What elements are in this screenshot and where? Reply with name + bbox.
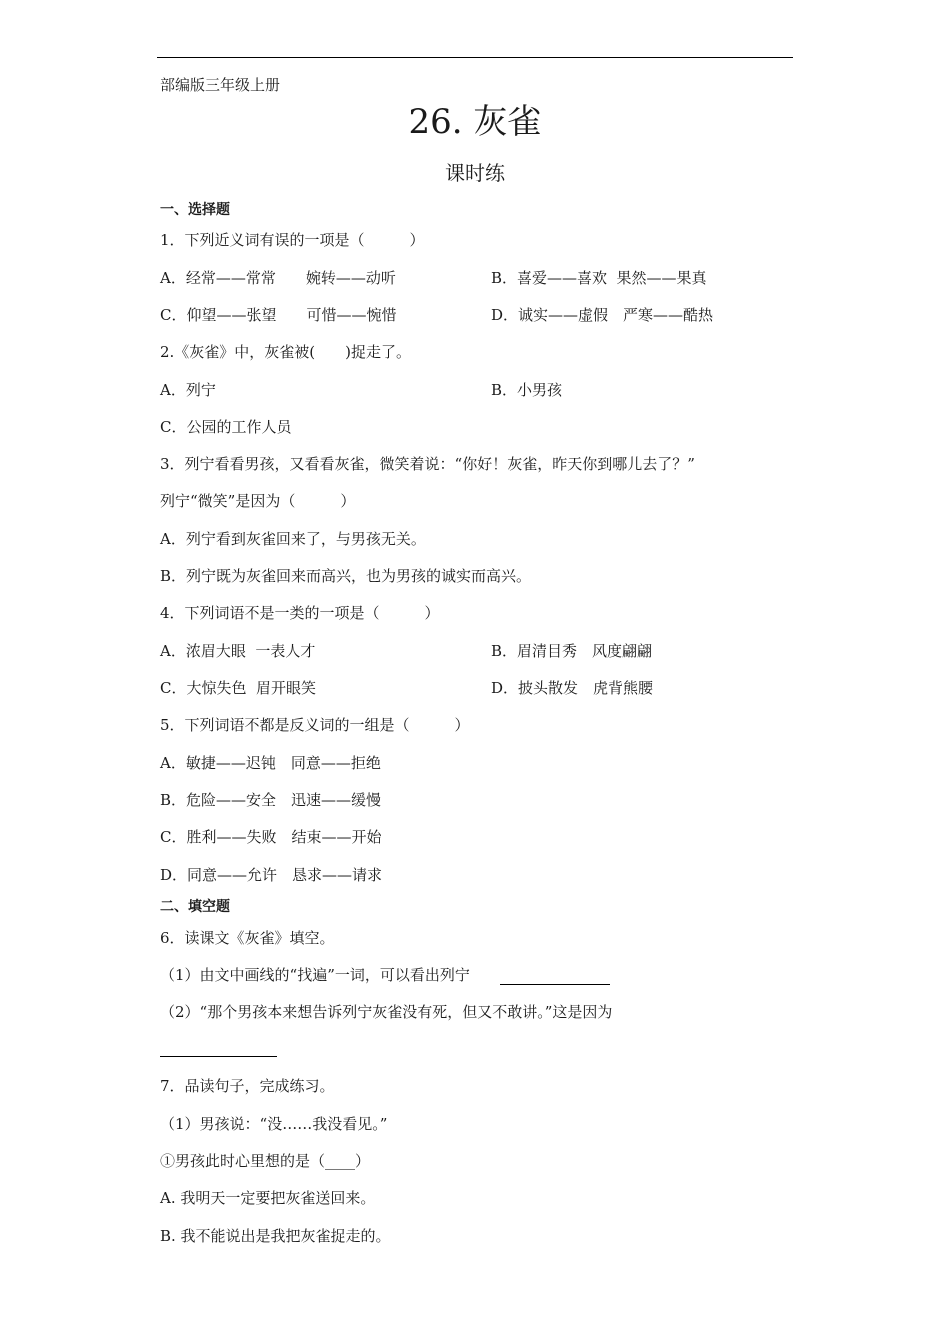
q1-option-c: C．仰望——张望 可惜——惋惜 xyxy=(160,306,397,324)
q7-sub1: ①男孩此时心里想的是（____） xyxy=(160,1152,371,1170)
q2-option-c: C．公园的工作人员 xyxy=(160,418,292,436)
q5-option-a: A．敏捷——迟钝 同意——拒绝 xyxy=(160,754,381,772)
q7-part1: （1）男孩说：“没……我没看见。” xyxy=(160,1115,388,1133)
q4-option-d: D．披头散发 虎背熊腰 xyxy=(491,679,654,697)
grade-label: 部编版三年级上册 xyxy=(160,76,281,94)
q6-part2: （2）“那个男孩本来想告诉列宁灰雀没有死，但又不敢讲。”这是因为 xyxy=(160,1003,613,1021)
q1-stem: 1．下列近义词有误的一项是（ ） xyxy=(160,231,425,249)
q6-stem: 6．读课文《灰雀》填空。 xyxy=(160,929,335,947)
q7-stem: 7．品读句子，完成练习。 xyxy=(160,1077,335,1095)
q3-option-a: A．列宁看到灰雀回来了，与男孩无关。 xyxy=(160,530,426,548)
q3-stem-line1: 3．列宁看看男孩，又看看灰雀，微笑着说：“你好！灰雀，昨天你到哪儿去了？” xyxy=(160,455,695,473)
q6-part1-blank[interactable] xyxy=(500,984,610,985)
q3-option-b: B．列宁既为灰雀回来而高兴，也为男孩的诚实而高兴。 xyxy=(160,567,532,585)
q6-part1: （1）由文中画线的“找遍”一词，可以看出列宁 xyxy=(160,966,470,984)
q4-option-a: A．浓眉大眼 一表人才 xyxy=(160,642,316,660)
q1-option-d: D．诚实——虚假 严寒——酷热 xyxy=(491,306,714,324)
q5-option-b: B．危险——安全 迅速——缓慢 xyxy=(160,791,382,809)
q6-part2-blank[interactable] xyxy=(160,1056,277,1057)
q4-option-c: C．大惊失色 眉开眼笑 xyxy=(160,679,317,697)
q2-option-b: B．小男孩 xyxy=(491,381,563,399)
q2-stem: 2.《灰雀》中，灰雀被( )捉走了。 xyxy=(160,343,412,361)
header-rule xyxy=(157,57,793,58)
q4-stem: 4．下列词语不是一类的一项是（ ） xyxy=(160,604,440,622)
q5-stem: 5．下列词语不都是反义词的一组是（ ） xyxy=(160,716,470,734)
section-heading-choice: 一、选择题 xyxy=(160,202,230,218)
section-heading-fill: 二、填空题 xyxy=(160,899,230,915)
q2-option-a: A．列宁 xyxy=(160,381,216,399)
q5-option-d: D．同意——允许 恳求——请求 xyxy=(160,866,383,884)
q4-option-b: B．眉清目秀 风度翩翩 xyxy=(491,642,653,660)
page-title: 26. 灰雀 xyxy=(408,102,542,142)
page-subtitle: 课时练 xyxy=(445,161,505,185)
q1-option-b: B．喜爱——喜欢 果然——果真 xyxy=(491,269,707,287)
q7-option-a: A. 我明天一定要把灰雀送回来。 xyxy=(160,1189,376,1207)
q1-option-a: A．经常——常常 婉转——动听 xyxy=(160,269,396,287)
q5-option-c: C．胜利——失败 结束——开始 xyxy=(160,828,382,846)
q3-stem-line2: 列宁“微笑”是因为（ ） xyxy=(160,492,356,510)
q7-option-b: B. 我不能说出是我把灰雀捉走的。 xyxy=(160,1227,391,1245)
